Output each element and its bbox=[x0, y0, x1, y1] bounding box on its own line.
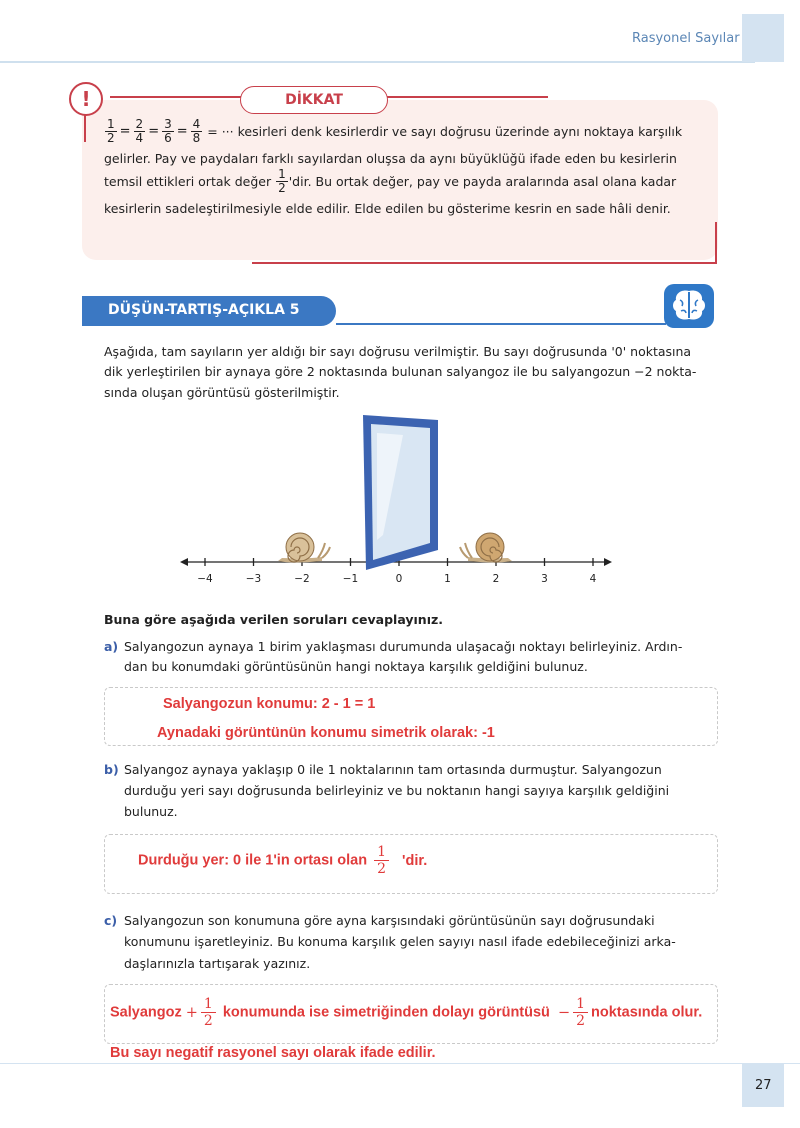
snail-icon bbox=[278, 533, 330, 563]
fraction: $\frac{1}{2}$ bbox=[573, 996, 588, 1029]
tick-label: 0 bbox=[395, 573, 403, 585]
tick-label: −2 bbox=[294, 573, 310, 585]
fraction: $\frac{4}{8}$ bbox=[192, 117, 201, 145]
question-b-line-2: durduğu yeri sayı doğrusunda belirleyiniz ve bu noktanın hangi sayıya karşılık geldiğini bbox=[124, 783, 670, 798]
answer-c-line-2: Bu sayı negatif rasyonel sayı olarak ifade edilir. bbox=[110, 1045, 436, 1061]
chapter-title: Rasyonel Sayılar bbox=[632, 31, 740, 46]
question-b-line-3: bulunuz. bbox=[124, 804, 178, 819]
dikkat-line-4: kesirlerin sadeleştirilmesiyle elde edilir. Elde edilen bu gösterime kesrin en sade hâli denir. bbox=[104, 201, 671, 216]
tick-label: 2 bbox=[492, 573, 500, 585]
answer-a-line-1: Salyangozun konumu: 2 - 1 = 1 bbox=[163, 696, 376, 712]
fraction: $\frac{1}{2}$ bbox=[374, 844, 389, 877]
question-c-line-3: daşlarınızla tartışarak yazınız. bbox=[124, 956, 311, 971]
fraction: $\frac{3}{6}$ bbox=[164, 117, 172, 145]
fraction: $\frac{1}{2}$ bbox=[278, 167, 286, 195]
tick-label: −3 bbox=[245, 573, 262, 585]
tick-label: −1 bbox=[342, 573, 359, 585]
section-title: DÜŞÜN-TARTIŞ-AÇIKLA 5 bbox=[108, 302, 300, 318]
question-c-line-2: konumunu işaretleyiniz. Bu konuma karşılık gelen sayıyı nasıl ifade edebileceğinizi arka- bbox=[124, 934, 676, 949]
tick-label: 4 bbox=[589, 573, 597, 585]
dikkat-line-1: $\frac{1}{2}$ = $\frac{2}{4}$ = $\frac{3}{6}$ = $\frac{4}{8}$ = ··· kesirleri denk kesirlerdir ve sayı doğrusu üzerinde aynı noktaya karşılık bbox=[107, 117, 683, 145]
section-rule bbox=[336, 323, 666, 325]
snail-icon bbox=[460, 533, 512, 563]
arrow-left-icon bbox=[180, 558, 188, 566]
number-line-figure bbox=[170, 405, 630, 570]
brain-icon bbox=[664, 284, 714, 328]
question-a-letter: a) bbox=[104, 639, 119, 654]
tick-label: 3 bbox=[541, 573, 548, 585]
question-a-line-2: dan bu konumdaki görüntüsünün hangi noktaya karşılık geldiğini bulunuz. bbox=[124, 659, 588, 674]
tick-label: −4 bbox=[197, 573, 213, 585]
question-c-line-1: Salyangozun son konumuna göre ayna karşısındaki görüntüsünün sayı doğrusundaki bbox=[124, 913, 655, 928]
dikkat-border-right bbox=[715, 222, 717, 262]
questions-heading: Buna göre aşağıda verilen soruları cevaplayınız. bbox=[104, 612, 444, 627]
mirror bbox=[363, 415, 438, 570]
answer-c-line-1: Salyangoz + $\frac{1}{2}$ konumunda ise simetriğinden dolayı görüntüsü − $\frac{1}{2}$ noktasında olur. bbox=[110, 996, 703, 1029]
header-rule bbox=[0, 61, 755, 63]
intro-line-3: sında oluşan görüntüsü gösterilmiştir. bbox=[104, 385, 340, 400]
answer-b: Durduğu yer: 0 ile 1'in ortası olan $\frac{1}{2}$ 'dir. bbox=[138, 844, 428, 877]
arrow-right-icon bbox=[604, 558, 612, 566]
footer-rule bbox=[0, 1063, 800, 1064]
question-c-letter: c) bbox=[104, 913, 118, 928]
fraction: $\frac{1}{2}$ bbox=[107, 117, 115, 145]
exclamation-icon: ! bbox=[69, 82, 103, 116]
intro-line-1: Aşağıda, tam sayıların yer aldığı bir sayı doğrusu verilmiştir. Bu sayı doğrusunda '0' noktasına bbox=[104, 344, 692, 359]
question-b-line-1: Salyangoz aynaya yaklaşıp 0 ile 1 noktalarının tam ortasında durmuştur. Salyangozun bbox=[124, 762, 662, 777]
intro-line-2: dik yerleştirilen bir aynaya göre 2 noktasında bulunan salyangoz ile bu salyangozun −2 nokta- bbox=[104, 364, 697, 379]
question-a-line-1: Salyangozun aynaya 1 birim yaklaşması durumunda ulaşacağı noktayı belirleyiniz. Ardın- bbox=[124, 639, 683, 654]
fraction: $\frac{2}{4}$ bbox=[135, 117, 144, 145]
dikkat-line-3: temsil ettikleri ortak değer $\frac{1}{2}$ 'dir. Bu ortak değer, pay ve payda aralarında asal olana kadar bbox=[104, 167, 677, 195]
dikkat-border-bottom bbox=[252, 262, 717, 264]
answer-a-line-2: Aynadaki görüntünün konumu simetrik olarak: -1 bbox=[157, 725, 495, 741]
question-b-letter: b) bbox=[104, 762, 119, 777]
fraction: $\frac{1}{2}$ bbox=[201, 996, 216, 1029]
tick-label: 1 bbox=[444, 573, 451, 585]
dikkat-line-2: gelirler. Pay ve paydaları farklı sayılardan oluşsa da aynı büyüklüğü ifade eden bu kesirlerin bbox=[104, 151, 677, 166]
header-tab bbox=[742, 14, 784, 62]
dikkat-title: DİKKAT bbox=[240, 86, 388, 114]
page-number: 27 bbox=[755, 1078, 772, 1093]
